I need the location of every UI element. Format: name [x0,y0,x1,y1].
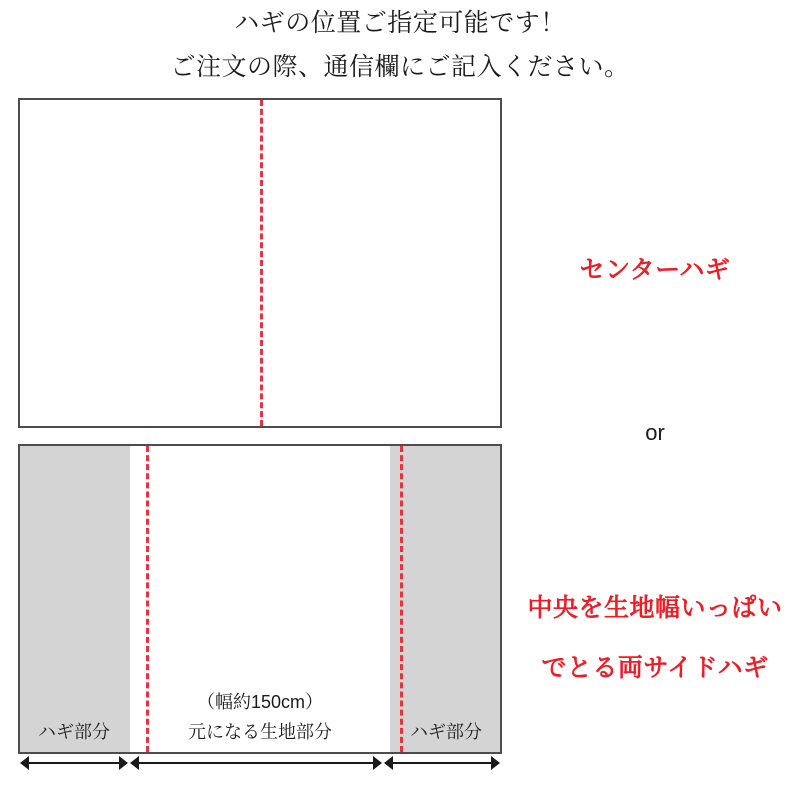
center-seam-dashed-line [260,100,263,426]
caption-center-hagi: センターハギ [579,256,731,284]
base-fabric-dimension-arrow [130,756,382,770]
width-note-label: （幅約150cm） [196,692,324,712]
heading-line-1: ハギの位置ご指定可能です！ [234,9,566,37]
heading-line-2: ご注文の際、通信欄にご記入ください。 [170,53,630,81]
left-hagi-dimension-arrow [20,756,128,770]
right-seam-dashed-line [400,446,403,752]
right-hagi-dimension-arrow [384,756,500,770]
left-hagi-label: ハギ部分 [38,722,110,742]
base-fabric-label: 元になる生地部分 [188,722,332,742]
dimension-bar [27,762,121,764]
left-hagi-band [20,446,130,752]
right-hagi-label: ハギ部分 [410,722,482,742]
dimension-bar [391,762,493,764]
caption-both-sides-line-2: でとる両サイドハギ [541,654,769,682]
dimension-bar [137,762,375,764]
center-seam-panel [18,98,502,428]
arrow-right-head-icon [119,756,128,770]
right-hagi-band [390,446,500,752]
caption-or: or [645,420,665,445]
arrow-right-head-icon [373,756,382,770]
arrow-right-head-icon [491,756,500,770]
caption-both-sides-line-1: 中央を生地幅いっぱい [527,594,783,622]
